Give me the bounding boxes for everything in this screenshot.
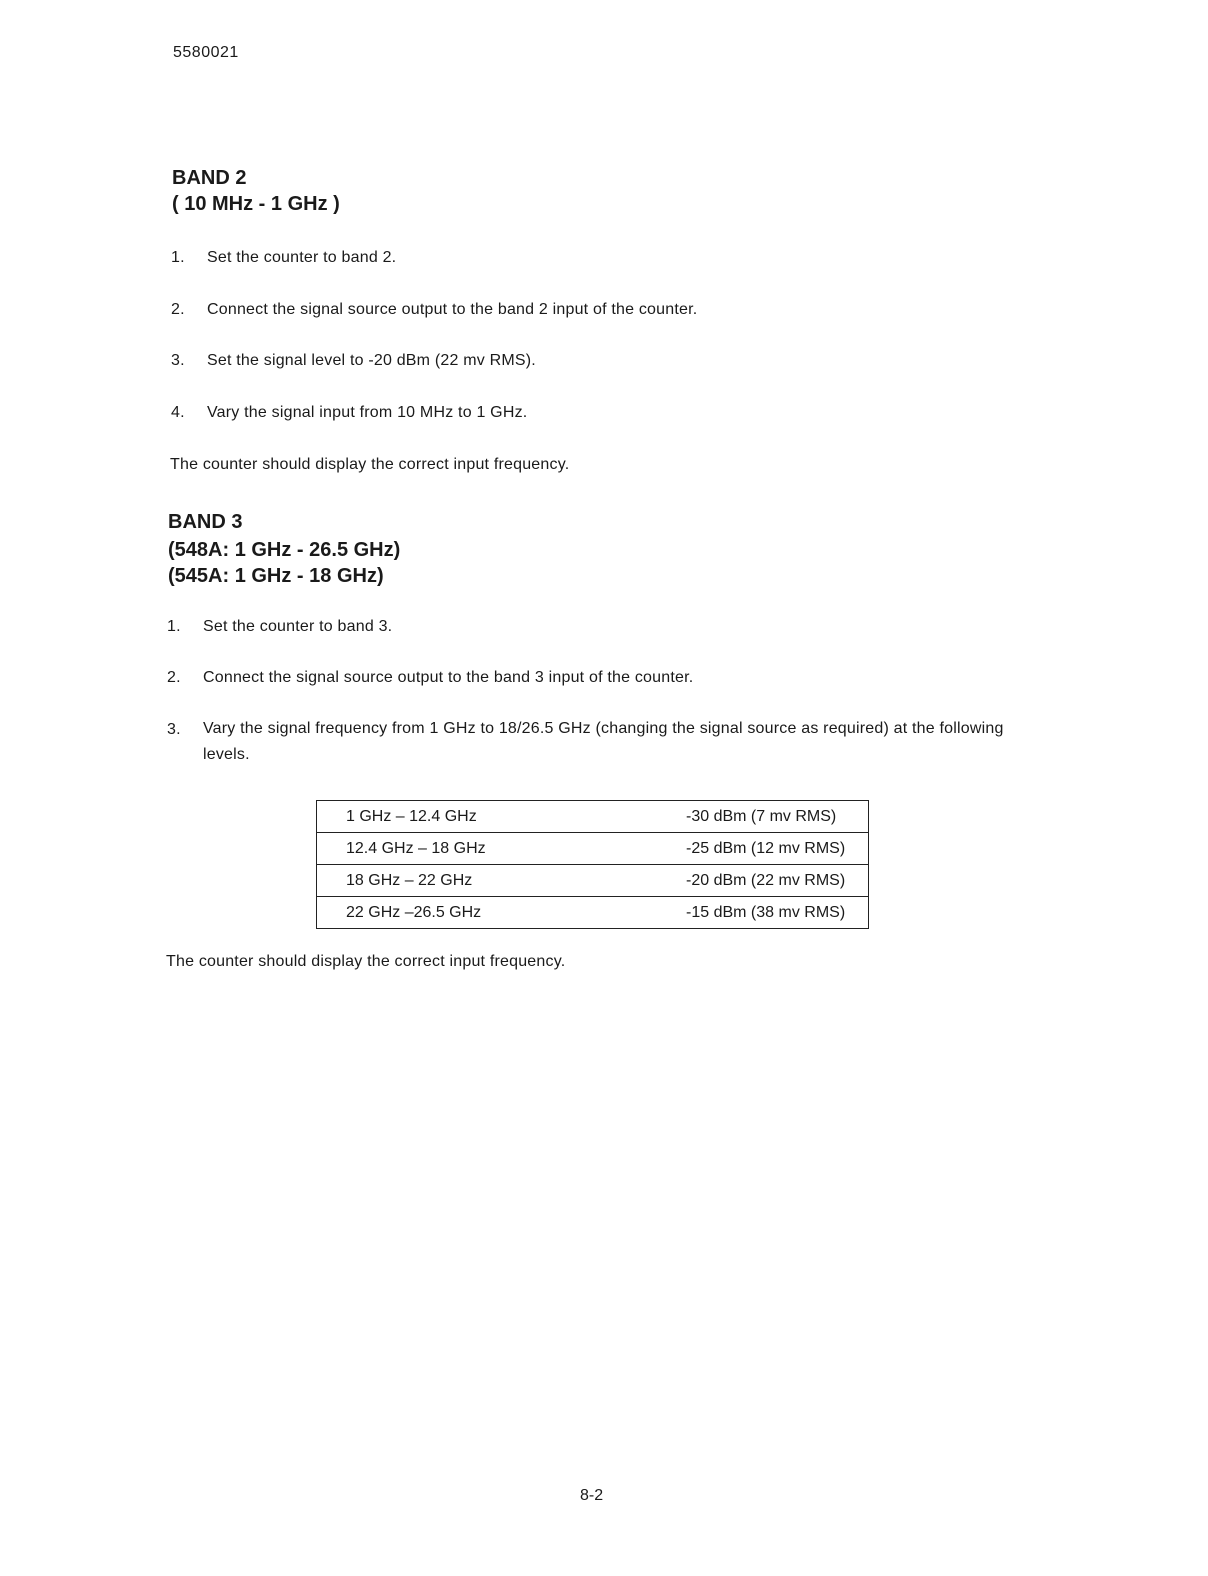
step-number: 3. (167, 721, 181, 738)
step-number: 1. (167, 618, 181, 635)
signal-level-cell: -15 dBm (38 mv RMS) (646, 897, 869, 929)
band3-range-548a: (548A: 1 GHz - 26.5 GHz) (168, 539, 401, 561)
step-number: 1. (171, 249, 185, 266)
step-text: Set the counter to band 2. (207, 249, 397, 266)
frequency-range-cell: 22 GHz –26.5 GHz (317, 897, 647, 929)
band2-result: The counter should display the correct input frequency. (170, 456, 570, 473)
frequency-range-cell: 1 GHz – 12.4 GHz (317, 801, 647, 833)
band3-range-545a: (545A: 1 GHz - 18 GHz) (168, 565, 384, 587)
step-number: 2. (171, 301, 185, 318)
band3-title: BAND 3 (168, 511, 243, 533)
signal-level-cell: -20 dBm (22 mv RMS) (646, 865, 869, 897)
band3-result: The counter should display the correct input frequency. (166, 953, 566, 970)
page-number: 8-2 (580, 1487, 604, 1504)
table-row (317, 865, 869, 897)
signal-level-cell: -30 dBm (7 mv RMS) (646, 801, 869, 833)
step-text: Connect the signal source output to the band 2 input of the counter. (207, 301, 698, 318)
signal-level-table (316, 800, 869, 929)
band2-title: BAND 2 (172, 167, 247, 189)
table-row (317, 897, 869, 929)
frequency-range-cell: 18 GHz – 22 GHz (317, 865, 647, 897)
table-row (317, 833, 869, 865)
step-text: Vary the signal frequency from 1 GHz to 18/26.5 GHz (changing the signal source as required) at the following levels. (203, 720, 1004, 763)
step-text: Set the counter to band 3. (203, 618, 393, 635)
step-text: Set the signal level to -20 dBm (22 mv RMS). (207, 352, 536, 369)
band2-range: ( 10 MHz - 1 GHz ) (172, 193, 340, 215)
step-text: Vary the signal input from 10 MHz to 1 GHz. (207, 404, 528, 421)
frequency-range-cell: 12.4 GHz – 18 GHz (317, 833, 647, 865)
signal-level-cell: -25 dBm (12 mv RMS) (646, 833, 869, 865)
document-number: 5580021 (173, 44, 239, 61)
step-number: 3. (171, 352, 185, 369)
step-number: 2. (167, 669, 181, 686)
step-text: Connect the signal source output to the band 3 input of the counter. (203, 669, 694, 686)
step-number: 4. (171, 404, 185, 421)
table-row (317, 801, 869, 833)
